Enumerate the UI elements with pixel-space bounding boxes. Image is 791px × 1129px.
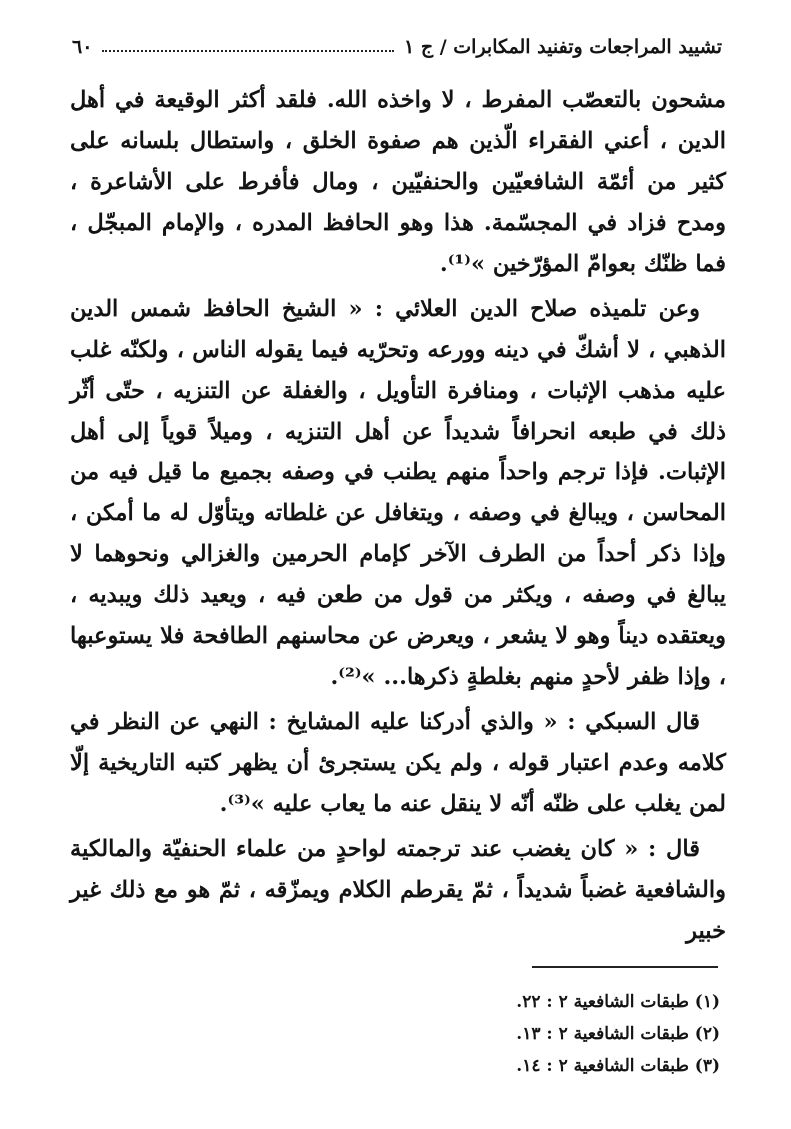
footnote: (٣) طبقات الشافعية ٢ : ١٤. bbox=[516, 1056, 720, 1076]
running-title: تشييد المراجعات وتفنيد المكابرات / ج ١ bbox=[404, 36, 722, 58]
footnote: (١) طبقات الشافعية ٢ : ٢٢. bbox=[516, 992, 720, 1012]
paragraph: قال : « كان يغضب عند ترجمته لواحدٍ من علماء الحنفيّة والمالكية والشافعية غضباً شديداً ، ثمّ يقرطم الكلام ويمزّقه ، ثمّ هو مع ذلك غير خبير bbox=[70, 835, 726, 944]
paragraph: وعن تلميذه صلاح الدين العلائي : « الشيخ الحافظ شمس الدين الذهبي ، لا أشكّ في دينه وورعه وتحرّيه فيما يقوله الناس ، ولكنّه غلب عليه مذهب الإثبات ، ومنافرة التأويل ، والغفلة عن التنزيه ، حتّى أثّر ذلك في طبعه انحرافاً شديداً عن أهل التنزيه ، وميلاً قوياً إلى أهل الإثبات. فإذا ترجم واحداً منهم يطنب في وصفه بجميع ما قيل فيه من المحاسن ، ويبالغ في وصفه ، ويتغافل عن غلطاته ويتأوّل له ما أمكن ، وإذا ذكر أحداً من الطرف الآخر كإمام الحرمين والغزالي ونحوهما لا يبالغ في وصفه ، ويكثر من قول من طعن فيه ، ويعيد ذلك ويبديه ، ويعتقده ديناً وهو لا يشعر ، ويعرض عن محاسنهم الطافحة فلا يستوعبها ، وإذا ظفر لأحدٍ منهم بغلطةٍ ذكرها... »⁽²⁾. bbox=[70, 295, 726, 691]
main-text bbox=[70, 80, 726, 956]
footnotes bbox=[420, 986, 720, 1082]
paragraph: مشحون بالتعصّب المفرط ، لا واخذه الله. فلقد أكثر الوقيعة في أهل الدين ، أعني الفقراء الّذين هم صفوة الخلق ، واستطال بلسانه على كثير من أئمّة الشافعيّين والحنفيّين ، ومال فأفرط على الأشاعرة ، ومدح فزاد في المجسّمة. هذا وهو الحافظ المدره ، والإمام المبجّل ، فما ظنّك بعوامّ المؤرّخين »⁽¹⁾. bbox=[70, 87, 726, 277]
footnote: (٢) طبقات الشافعية ٢ : ١٣. bbox=[516, 1024, 720, 1044]
footnote-separator bbox=[532, 966, 718, 968]
paragraph: قال السبكي : « والذي أدركنا عليه المشايخ : النهي عن النظر في كلامه وعدم اعتبار قوله ، ولم يكن يستجرئ أن يظهر كتبه التاريخية إلّا لمن يغلب على ظنّه أنّه لا ينقل عنه ما يعاب عليه »⁽³⁾. bbox=[70, 709, 726, 817]
dotted-leader bbox=[102, 50, 394, 52]
page-number: ٦٠ bbox=[72, 36, 93, 58]
running-header bbox=[72, 30, 722, 64]
